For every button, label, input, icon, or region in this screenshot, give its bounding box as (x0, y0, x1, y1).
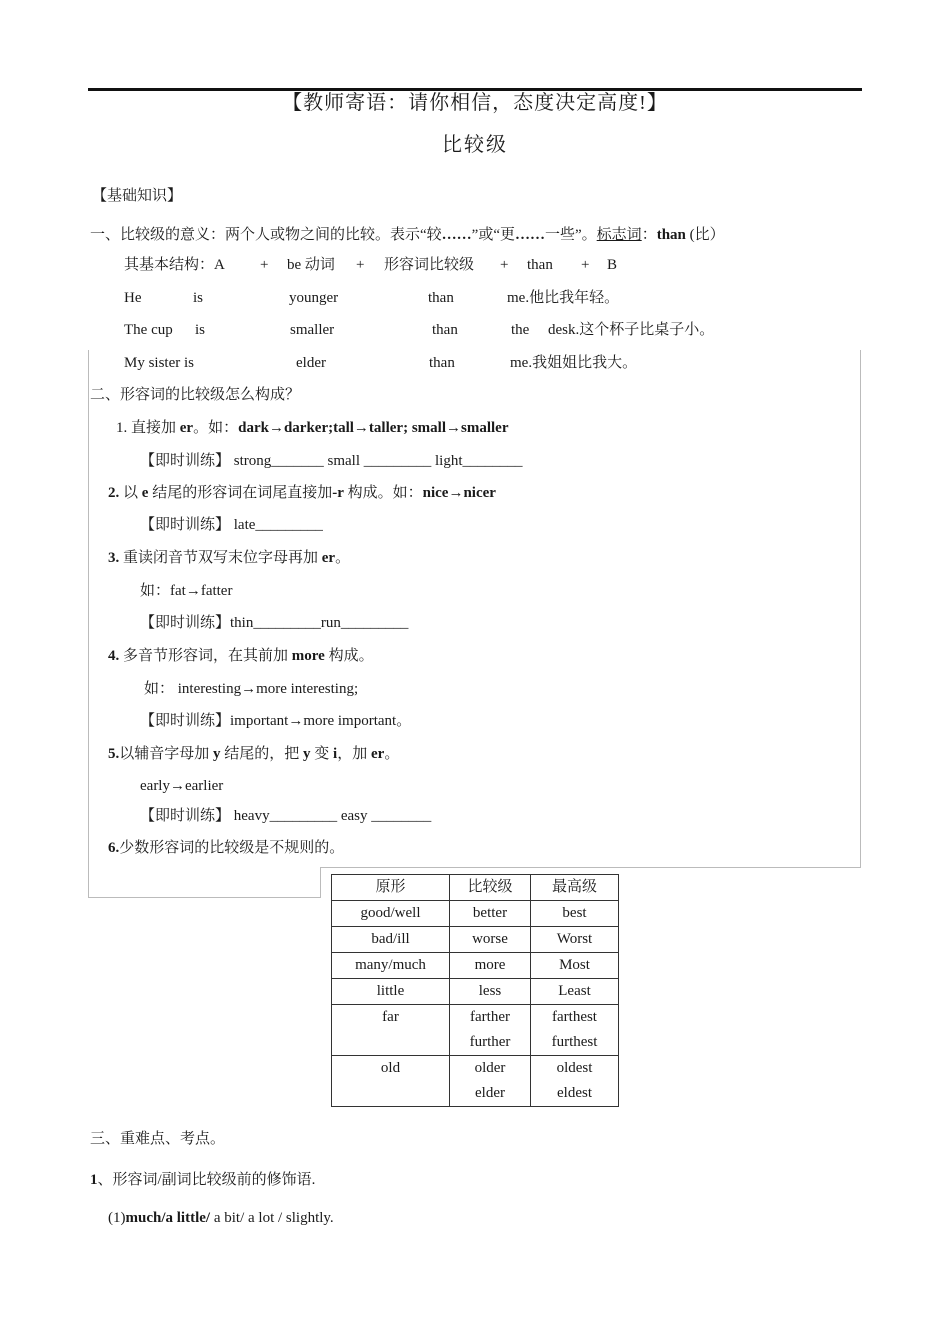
marker-word: 标志词 (596, 227, 642, 243)
table-header: 原形 (332, 875, 450, 901)
point-1: 1、形容词/副词比较级前的修饰语. (90, 1172, 316, 1188)
rule-5-example: early→earlier (140, 778, 224, 794)
box-border-bottom (88, 897, 320, 898)
table-cell: worse (450, 927, 531, 953)
practice-4: 【即时训练】important→more important。 (140, 713, 412, 729)
table-header: 最高级 (531, 875, 619, 901)
rule-4: 4. 多音节形容词，在其前加 more 构成。 (108, 648, 374, 664)
table-cell: best (531, 901, 619, 927)
practice-2: 【即时训练】 late_________ (140, 517, 323, 533)
table-cell: oldest eldest (531, 1056, 619, 1107)
table-cell: Worst (531, 927, 619, 953)
point-1-modifiers: (1)much/a little/ a bit/ a lot / slightly. (108, 1210, 334, 1226)
page-title: 比较级 (442, 134, 508, 156)
rule-3: 3. 重读闭音节双写末位字母再加 er。 (108, 550, 351, 566)
section1-line: 一、比较级的意义：两个人或物之间的比较。表示“较……”或“更……一些”。标志词：than (比） (90, 227, 725, 243)
irregular-comparatives-table (331, 874, 619, 1107)
table-row (332, 979, 619, 1005)
practice-5: 【即时训练】 heavy_________ easy ________ (140, 808, 432, 824)
table-cell: far (332, 1005, 450, 1056)
section3-heading: 三、重难点、考点。 (90, 1131, 226, 1147)
table-row (332, 953, 619, 979)
section2-heading: 二、形容词的比较级怎么构成？ (90, 387, 301, 403)
table-cell: old (332, 1056, 450, 1107)
table-cell: farthest furthest (531, 1005, 619, 1056)
box-border-left (88, 350, 89, 898)
table-header-row (332, 875, 619, 901)
table-cell: good/well (332, 901, 450, 927)
table-cell: better (450, 901, 531, 927)
table-row (332, 1005, 619, 1056)
table-cell: less (450, 979, 531, 1005)
table-cell: little (332, 979, 450, 1005)
table-cell: bad/ill (332, 927, 450, 953)
table-row (332, 927, 619, 953)
table-cell: more (450, 953, 531, 979)
table-header: 比较级 (450, 875, 531, 901)
table-cell: Least (531, 979, 619, 1005)
rule-6: 6.少数形容词的比较级是不规则的。 (108, 840, 345, 856)
table-cell: older elder (450, 1056, 531, 1107)
basics-heading: 【基础知识】 (92, 188, 183, 204)
table-cell: Most (531, 953, 619, 979)
box-border-bottom (320, 867, 861, 868)
box-border-notch (320, 867, 321, 898)
rule-3-example: 如：fat→fatter (140, 583, 233, 599)
teacher-motto: 【教师寄语：请你相信，态度决定高度!】 (282, 92, 668, 114)
rule-1: 1. 直接加 er。如：dark→darker;tall→taller; small→smaller (116, 420, 509, 436)
rule-5: 5.以辅音字母加 y 结尾的，把 y 变 i，加 er。 (108, 746, 400, 762)
table-cell: many/much (332, 953, 450, 979)
table-row (332, 1056, 619, 1107)
practice-1: 【即时训练】 strong_______ small _________ light________ (140, 453, 523, 469)
practice-3: 【即时训练】thin_________run_________ (140, 615, 409, 631)
box-border-right (860, 350, 861, 868)
table-row (332, 901, 619, 927)
rule-4-example: 如： interesting→more interesting; (144, 681, 359, 697)
rule-2: 2. 以 e 结尾的形容词在词尾直接加-r 构成。如：nice→nicer (108, 485, 496, 501)
table-cell: farther further (450, 1005, 531, 1056)
